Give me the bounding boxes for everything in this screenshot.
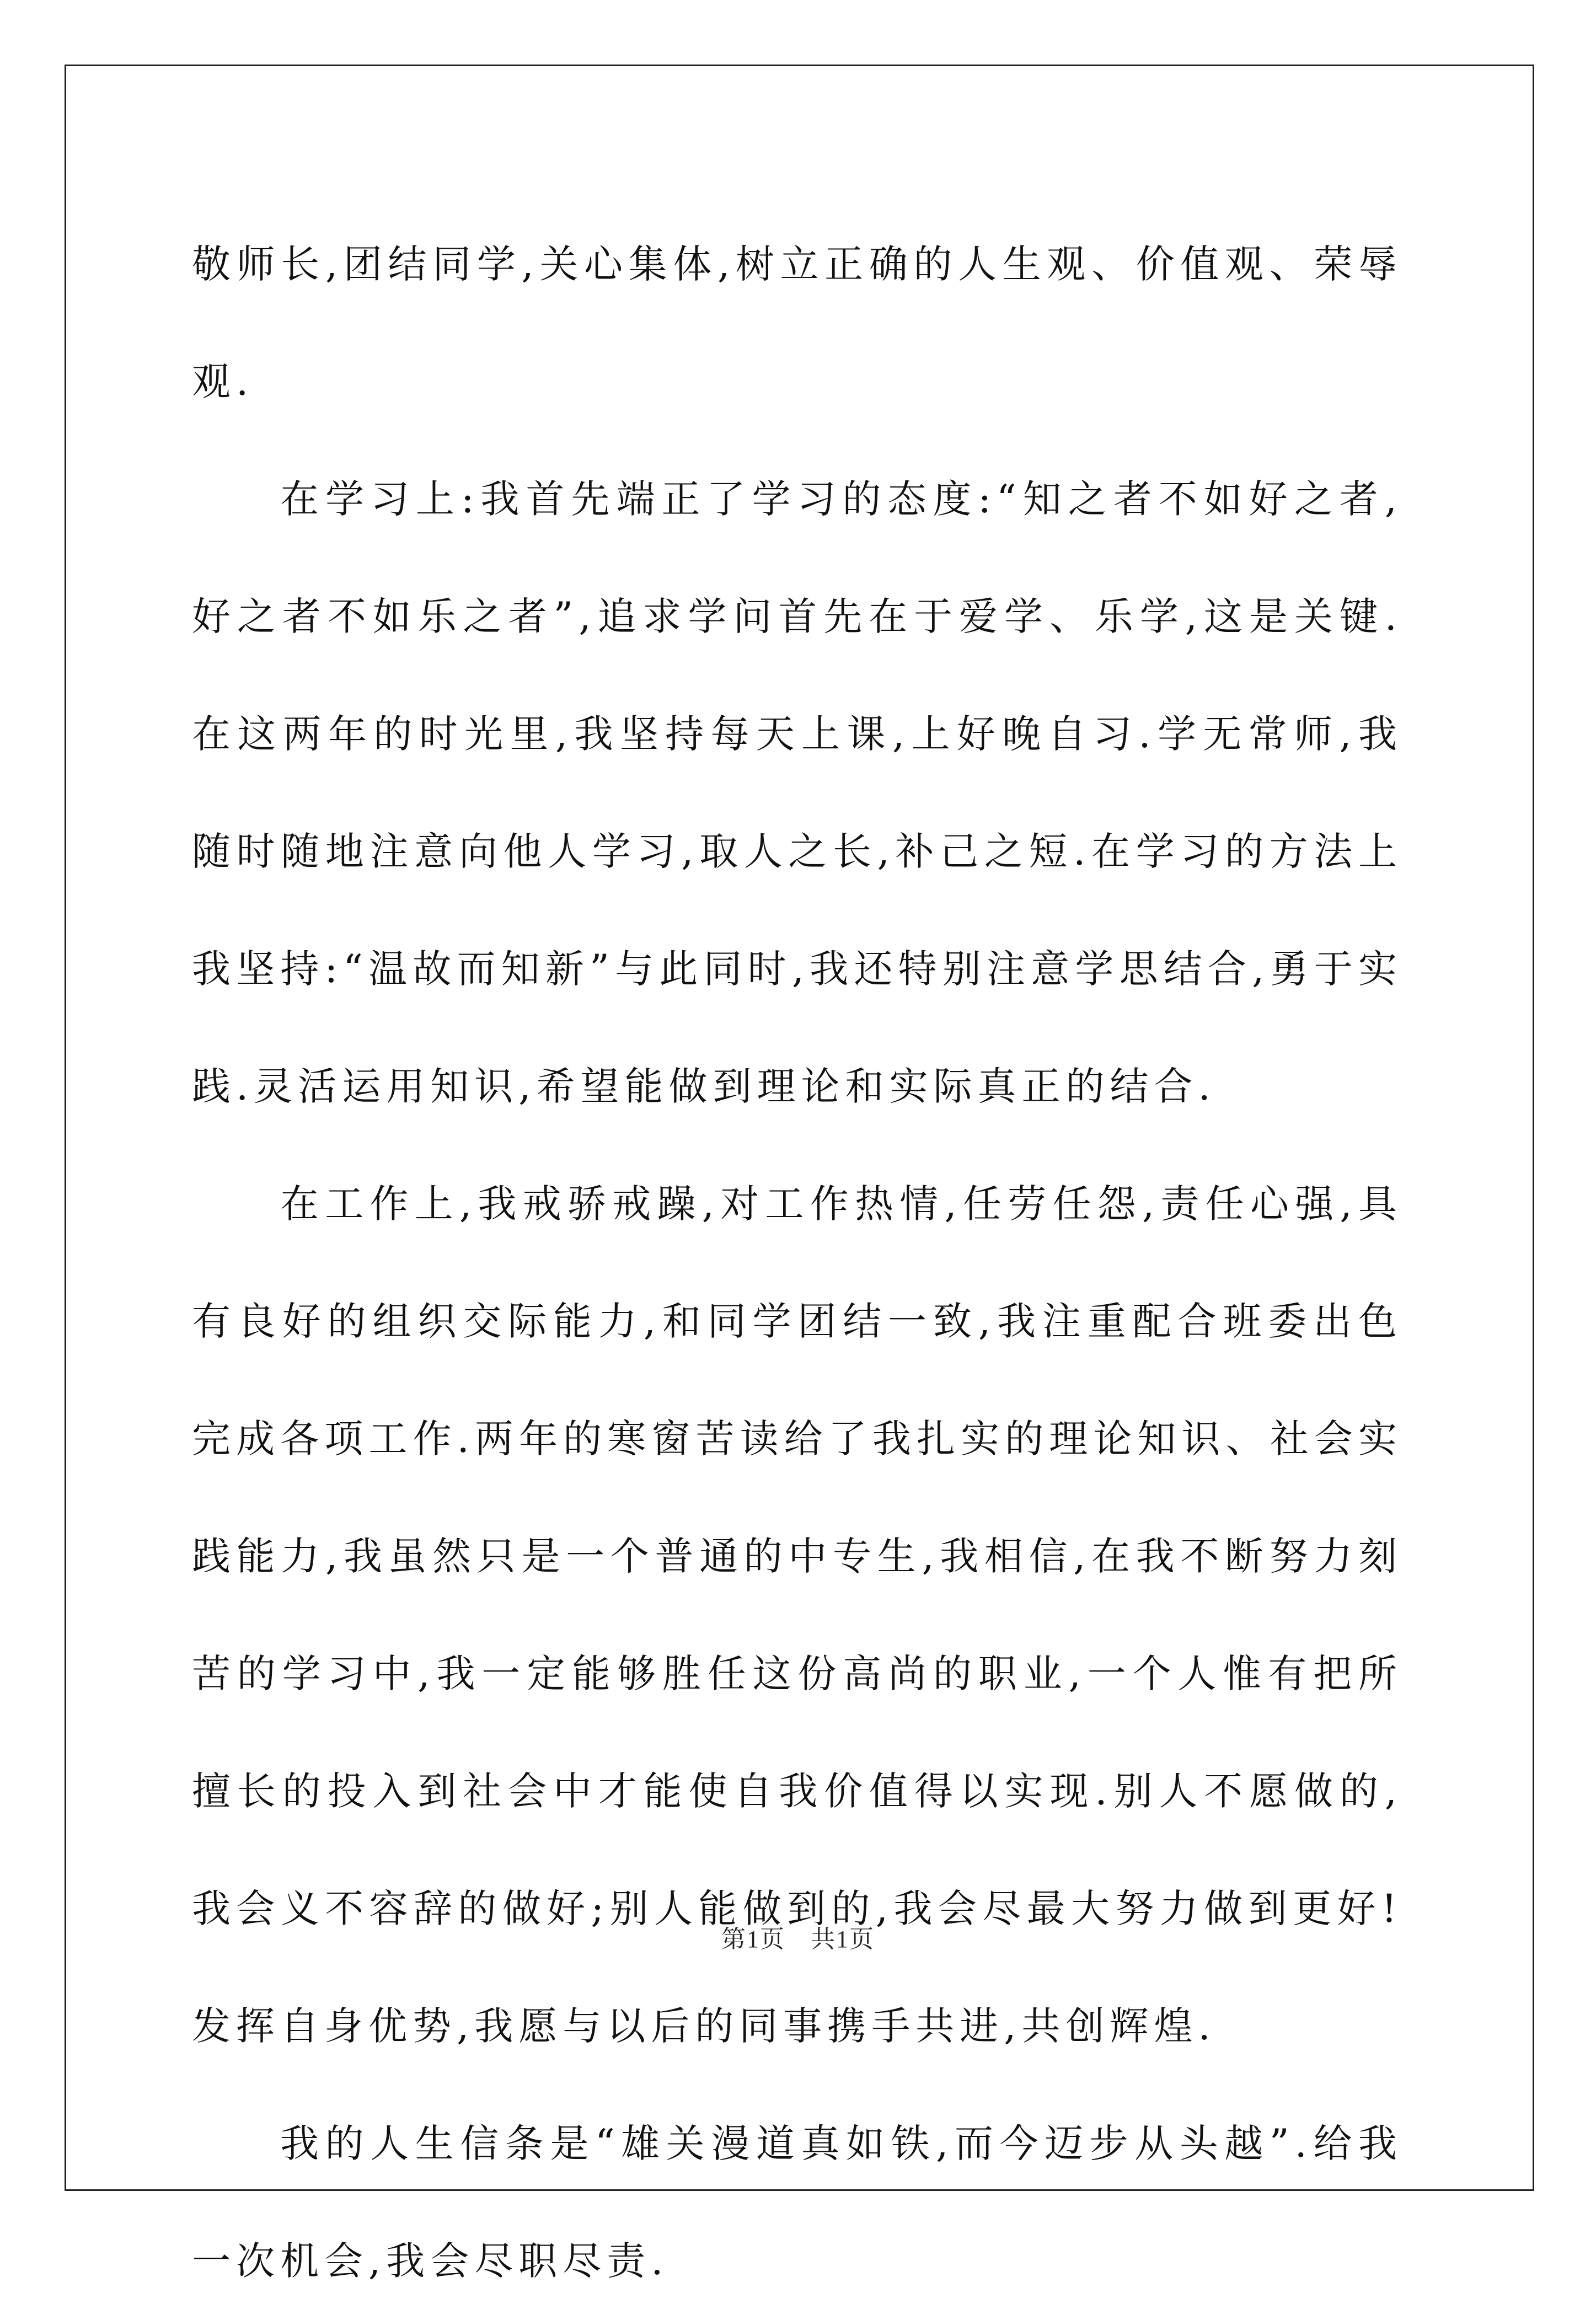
paragraph-4: 我的人生信条是“雄关漫道真如铁,而今迈步从头越”.给我一次机会,我会尽职尽责.: [192, 2121, 1402, 2284]
page-footer: 第1页 共1页: [721, 1926, 875, 1953]
document-body: [192, 206, 1402, 2320]
paragraph-1: 敬师长,团结同学,关心集体,树立正确的人生观、价值观、荣辱观.: [192, 242, 1402, 404]
paragraph-3: 在工作上,我戒骄戒躁,对工作热情,任劳任怨,责任心强,具有良好的组织交际能力,和同学团结一致,我注重配合班委出色完成各项工作.两年的寒窗苦读给了我扎实的理论知识、社会实践能力,我虽然只是一个普通的中专生,我相信,在我不断努力刻苦的学习中,我一定能够胜任这份高尚的职业,一个人惟有把所擅长的投入到社会中才能使自我价值得以实现.别人不愿做的,我会义不容辞的做好;别人能做到的,我会尽最大努力做到更好!发挥自身优势,我愿与以后的同事携手共进,共创辉煌.: [192, 1181, 1402, 2049]
paragraph-2: 在学习上:我首先端正了学习的态度:“知之者不如好之者,好之者不如乐之者”,追求学问首先在于爱学、乐学,这是关键.在这两年的时光里,我坚持每天上课,上好晚自习.学无常师,我随时随地注意向他人学习,取人之长,补己之短.在学习的方法上我坚持:“温故而知新”与此同时,我还特别注意学思结合,勇于实践.灵活运用知识,希望能做到理论和实际真正的结合.: [192, 476, 1402, 1109]
